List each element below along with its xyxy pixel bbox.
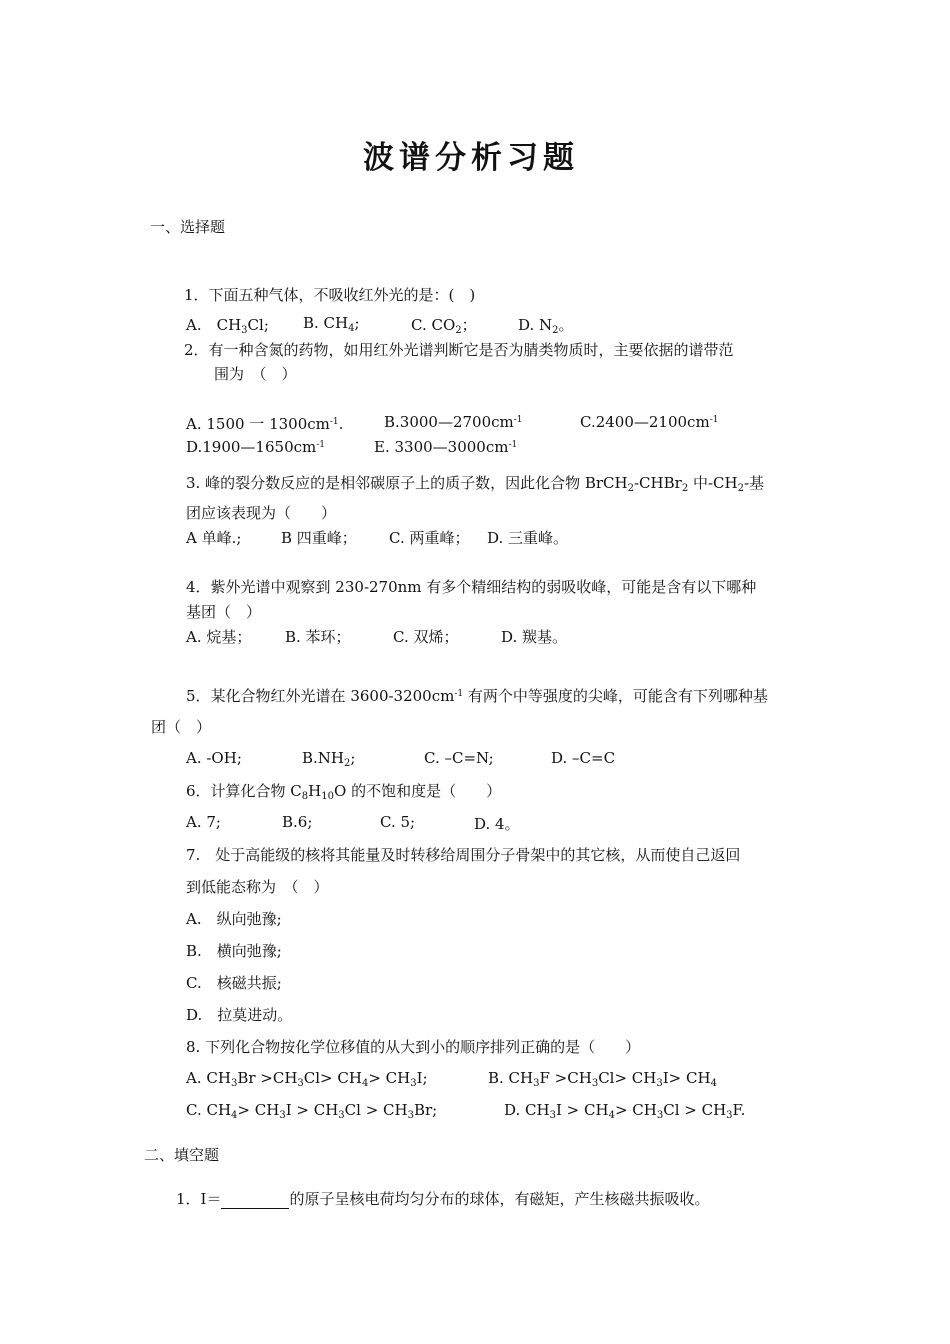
option-c: C. $CO_2$； [411, 316, 477, 336]
fill-question-1: 1．I＝ 的原子呈核电荷均匀分布的球体，有磁矩，产生核磁共振吸收。 [176, 1190, 710, 1208]
answer-blank[interactable] [221, 1190, 289, 1209]
option-c: C. –C=N; [424, 749, 494, 767]
option-d: D. $N_2$。 [518, 316, 574, 336]
question-2-stem-line-2: 围为 （ ） [214, 365, 297, 383]
option-e: E. $3300—3000cm^{-1}$ [374, 438, 518, 456]
question-4-stem-line-1: 4．紫外光谱中观察到 230-270nm 有多个精细结构的弱吸收峰，可能是含有以下哪种 [186, 578, 757, 596]
option-a: A. $CH_3Cl$; [186, 316, 269, 336]
option-a: A. -OH; [186, 749, 242, 767]
option-b: B. 苯环； [285, 628, 351, 646]
option-d: D. 4。 [474, 815, 520, 833]
page-title: 波谱分析习题 [363, 140, 579, 176]
option-c: C. 双烯； [393, 628, 459, 646]
question-8-option-a: A. $CH_3Br >CH_3Cl> CH_4> CH_3I$; [186, 1069, 428, 1089]
question-8-option-d: D. $CH_3I > CH_4> CH_3Cl > CH_3F$. [504, 1101, 746, 1121]
option-b: B. $CH_4$; [303, 314, 360, 334]
question-4-options [186, 626, 786, 648]
question-7-option-c: C. 核磁共振; [186, 974, 282, 992]
section-heading-choice: 一、选择题 [150, 218, 226, 236]
question-6-options [186, 813, 786, 835]
question-4-stem-line-2: 基团（ ） [186, 603, 262, 621]
question-3-stem-line-1: 3. 峰的裂分数反应的是相邻碳原子上的质子数，因此化合物 BrCH$_2$-CHBr$_2$ 中$-CH_2-$基 [186, 474, 765, 494]
question-6-stem: 6．计算化合物 $C_8H_{10}O$ 的不饱和度是（ ） [186, 782, 502, 802]
question-8-option-c: C. $CH_4> CH_3I > CH_3Cl > CH_3Br$; [186, 1101, 438, 1121]
question-3-stem-line-2: 团应该表现为（ ） [186, 504, 337, 522]
option-d: D. 三重峰。 [487, 529, 569, 547]
option-a: A. 烷基； [186, 628, 252, 646]
question-7-stem-line-1: 7. 处于高能级的核将其能量及时转移给周围分子骨架中的其它核，从而使自己返回 [186, 846, 741, 864]
question-7-stem-line-2: 到低能态称为 （ ） [186, 878, 329, 896]
option-a: A. 1500 一 $1300cm^{-1}$. [186, 415, 344, 433]
option-c: $C.2400—2100cm^{-1}$ [580, 413, 719, 431]
question-8-option-b: B. $CH_3F >CH_3Cl> CH_3I> CH_4$ [488, 1069, 717, 1089]
question-2-options-row-1 [186, 413, 786, 435]
option-b: B 四重峰； [281, 529, 357, 547]
question-7-option-a: A. 纵向弛豫; [186, 910, 282, 928]
option-d: D. 羰基。 [501, 628, 568, 646]
question-8-stem: 8. 下列化合物按化学位移值的从大到小的顺序排列正确的是（ ） [186, 1038, 641, 1056]
question-1-options [186, 314, 786, 336]
option-a: A. 7; [186, 813, 221, 831]
option-d: $D.1900—1650cm^{-1}$ [186, 438, 326, 456]
question-2-stem-line-1: 2．有一种含氮的药物，如用红外光谱判断它是否为腈类物质时，主要依据的谱带范 [184, 341, 734, 359]
option-c: C. 两重峰； [389, 529, 470, 547]
question-5-stem-line-1: 5．某化合物红外光谱在 $3600-3200cm^{-1}$ 有两个中等强度的尖峰，可能含有下列哪种基 [186, 687, 768, 705]
option-b: $B.3000—2700cm^{-1}$ [384, 413, 523, 431]
option-a: A 单峰.; [186, 529, 242, 547]
question-7-option-d: D. 拉莫进动。 [186, 1006, 293, 1024]
question-7-option-b: B. 横向弛豫; [186, 942, 282, 960]
option-b: B.6; [282, 813, 313, 831]
question-2-options-row-2 [186, 438, 786, 460]
question-5-stem-line-2: 团（ ） [151, 718, 212, 736]
question-1-stem: 1．下面五种气体，不吸收红外光的是：( ) [184, 286, 476, 304]
section-heading-fill-in: 二、填空题 [144, 1146, 220, 1164]
option-c: C. 5; [380, 813, 416, 831]
option-b: $B.NH_2$; [302, 749, 356, 769]
option-d: D. –C=C [551, 749, 616, 767]
question-5-options [186, 749, 786, 771]
question-3-options [186, 527, 786, 549]
